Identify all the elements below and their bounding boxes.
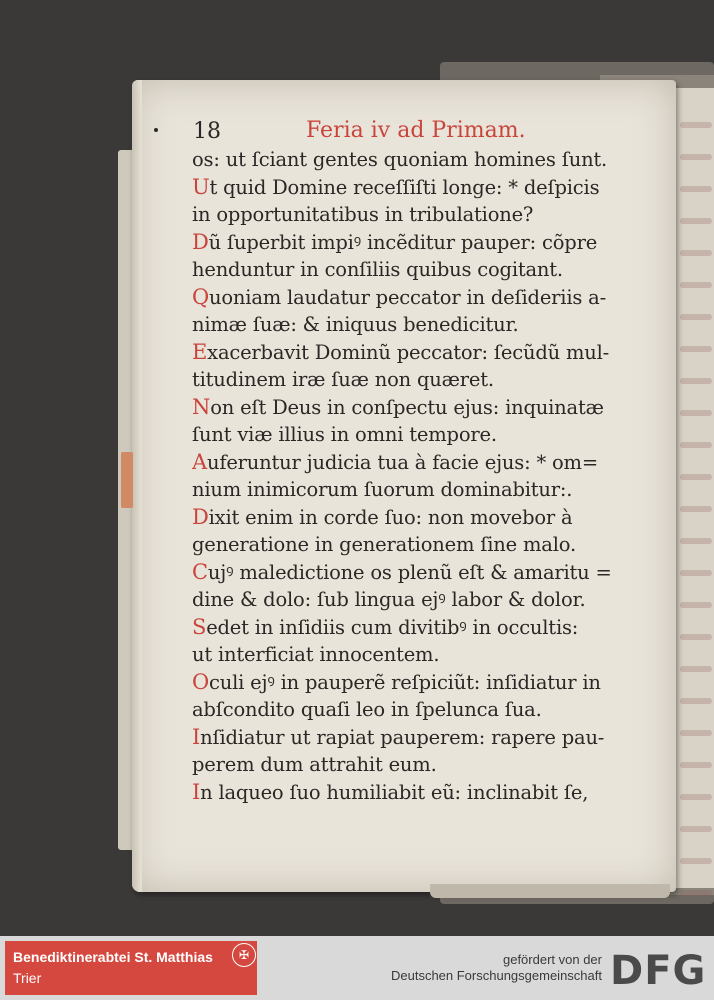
line-text: in opportunitatibus in tribulatione?: [192, 203, 534, 226]
funding-line-1: gefördert von der: [502, 952, 602, 967]
line-text: dine & dolo: ſub lingua ejꝰ labor & dolor.: [192, 588, 586, 611]
page-number: 18: [193, 119, 221, 144]
text-block: [192, 146, 638, 806]
text-line: [192, 696, 638, 724]
library-logo-icon: ✠: [232, 943, 256, 967]
line-text: ũ ſuperbit impiꝰ incẽditur pauper: cõpre: [208, 230, 598, 254]
text-line: [192, 174, 638, 202]
facing-page-bleed: [676, 96, 714, 856]
rubric-initial: E: [192, 339, 208, 364]
text-line: [192, 531, 638, 559]
text-line: [192, 366, 638, 394]
rubric-initial: D: [192, 504, 209, 529]
rubric-initial: O: [192, 669, 210, 694]
line-text: t quid Domine receſſiſti longe: * deſpicis: [209, 175, 600, 199]
rubric-initial: D: [192, 229, 209, 254]
line-text: abſcondito quaſi leo in ſpelunca ſua.: [192, 698, 542, 721]
rubric-initial: U: [192, 174, 210, 199]
rubric-initial: S: [192, 614, 207, 639]
line-text: uoniam laudatur peccator in deſideriis a-: [209, 285, 606, 309]
line-text: henduntur in conſiliis quibus cogitant.: [192, 258, 563, 281]
line-text: ſunt viæ illius in omni tempore.: [192, 423, 497, 446]
text-line: [192, 586, 638, 614]
running-head: Feria iv ad Primam.: [306, 118, 526, 143]
text-line: [192, 256, 638, 284]
page-bottom-edge: [430, 884, 670, 898]
line-text: culi ejꝰ in pauperẽ reſpiciũt: inſidiatur in: [209, 670, 601, 694]
rubric-initial: Q: [192, 284, 210, 309]
text-line: [192, 449, 638, 477]
line-text: nſidiatur ut rapiat pauperem: rapere pau-: [200, 725, 605, 749]
text-line: [192, 504, 638, 532]
funding-line-2: Deutschen Forschungsgemeinschaft: [390, 968, 602, 983]
line-text: generatione in generationem ſine malo.: [192, 533, 576, 556]
text-line: [192, 394, 638, 422]
line-text: uferuntur judicia tua à facie ejus: * om=: [206, 450, 598, 474]
library-city: Trier: [13, 970, 42, 986]
dfg-logo[interactable]: [608, 942, 710, 992]
rubric-initial: I: [192, 724, 201, 749]
library-name: Benediktinerabtei St. Matthias: [13, 949, 213, 965]
text-line: [192, 476, 638, 504]
text-line: [192, 229, 638, 257]
red-page-tab: [121, 452, 133, 508]
text-line: [192, 751, 638, 779]
text-line: [192, 311, 638, 339]
text-line: [192, 641, 638, 669]
text-line: [192, 559, 638, 587]
text-line: [192, 421, 638, 449]
line-text: xacerbavit Dominũ peccator: ſecũdũ mul-: [207, 340, 610, 364]
text-line: [192, 339, 638, 367]
text-line: [192, 284, 638, 312]
page-mark-dot: [154, 128, 158, 132]
text-line: [192, 779, 638, 807]
line-text: ut interficiat innocentem.: [192, 643, 440, 666]
line-text: n laqueo ſuo humiliabit eũ: inclinabit ſe,: [200, 780, 589, 804]
line-text: on eſt Deus in conſpectu ejus: inquinatæ: [210, 395, 604, 419]
rubric-initial: C: [192, 559, 208, 584]
line-text: titudinem iræ ſuæ non quæret.: [192, 368, 494, 391]
line-text: nium inimicorum ſuorum dominabitur:.: [192, 478, 573, 501]
dfg-logo-text: DFG: [610, 948, 707, 992]
rubric-initial: A: [192, 449, 207, 474]
rubric-initial: I: [192, 779, 201, 804]
page-gutter-shadow: [132, 80, 142, 892]
line-text: edet in inſidiis cum divitibꝰ in occultis:: [206, 615, 579, 639]
line-text: ujꝰ maledictione os plenũ eſt & amaritu =: [207, 560, 612, 584]
line-text: os: ut ſciant gentes quoniam homines ſunt.: [192, 148, 608, 171]
text-line: [192, 724, 638, 752]
line-text: nimæ ſuæ: & iniquus benedicitur.: [192, 313, 519, 336]
line-text: perem dum attrahit eum.: [192, 753, 437, 776]
text-line: [192, 669, 638, 697]
text-line: [192, 201, 638, 229]
text-line: [192, 614, 638, 642]
line-text: ixit enim in corde ſuo: non movebor à: [208, 505, 573, 529]
text-line: [192, 146, 638, 174]
rubric-initial: N: [192, 394, 211, 419]
